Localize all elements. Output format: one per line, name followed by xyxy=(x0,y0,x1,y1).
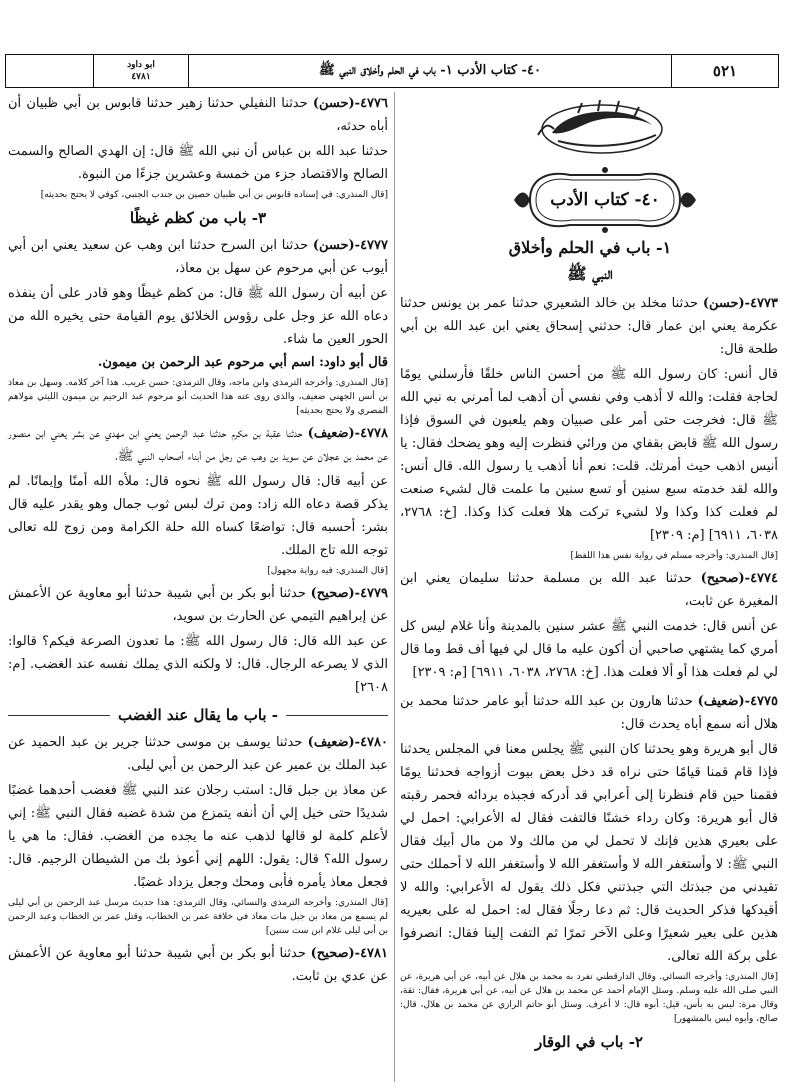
header-blank-cell xyxy=(6,55,98,87)
hadith-4774-text: عن أنس قال: خدمت النبي ﷺ عشر سنين بالمدينة وأنا غلام ليس كل أمري كما يشتهي صاحبي أن أكون عليه ما قال لي فيها أف قط وما قال لي لم فعلت هذا أو ألا فعلت هذا. [خ: ٢٧٦٨، ٦٠٣٨، ٦٩١١] [م: ٢٣٠٩] xyxy=(400,619,778,680)
book-title: ٤٠- كتاب الأدب xyxy=(550,190,660,210)
abu-dawud-remark: قال أبو داود: اسم أبي مرحوم عبد الرحمن بن ميمون. xyxy=(97,355,388,370)
hadith-4778-heading: ٤٧٧٨-(ضعيف) حدثنا عقبة بن مكرم حدثنا عبد الرحمن يعني ابن مهدي عن بشر يعني ابن منصور عن محمد بن عجلان عن سويد بن وهب عن رجل من أبناء أصحاب النبي ﷺ، xyxy=(8,426,388,464)
source-range: ٤٧٨١ xyxy=(131,72,151,82)
section-2-title: ٢- باب في الوقار xyxy=(535,1033,643,1051)
section-anger-title: - باب ما يقال عند الغضب xyxy=(8,703,388,727)
hadith-4776-heading: ٤٧٧٦-(حسن) حدثنا النفيلي حدثنا زهير حدثنا قابوس بن أبي ظبيان أن أباه حدثه، xyxy=(8,96,388,134)
section-3-title: ٣- باب من كظم غيظًا xyxy=(129,209,267,227)
left-column xyxy=(8,92,388,990)
hadith-4775-heading: ٤٧٧٥-(ضعيف) حدثنا هارون بن عبد الله حدثنا أبو عامر حدثنا محمد بن هلال أنه سمع أباه يحدث قال: xyxy=(400,694,778,732)
chapter-heading-line1: ١- باب في الحلم وأخلاق xyxy=(508,238,672,257)
hadith-4773-heading: ٤٧٧٣-(حسن) حدثنا مخلد بن خالد الشعيري حدثنا عمر بن يونس حدثنا عكرمة يعني ابن عمار قال: حدثني إسحاق يعني ابن عبد الله بن أبي طلحة قال: xyxy=(400,296,778,357)
basmala-calligraphy-icon xyxy=(518,95,686,157)
hadith-4774-heading: ٤٧٧٤-(صحيح) حدثنا عبد الله بن مسلمة حدثنا سليمان يعني ابن المغيرة عن ثابت، xyxy=(400,571,778,609)
hadith-4778-text: عن أبيه قال: قال رسول الله ﷺ نحوه قال: ملأه الله أمنًا وإيمانًا. لم يذكر قصة دعاه الله زاد: ومن ترك لبس ثوب جمال وهو يقدر عليه قال بشر: أحسبه قال: تواضعًا كساه الله حلة الكرامة ومن زوج لله تعالى توجه الله تاج الملك. xyxy=(8,474,388,558)
page-number: ٥٢١ xyxy=(671,55,778,87)
hadith-4777-note: [قال المنذري: وأخرجه الترمذي وابن ماجه، وقال الترمذي: حسن غريب. هذا آخر كلامه. وسهل بن معاذ بن أنس الجهني ضعيف، والذي روى عنه هذا الحديث أبو مرحوم عبد الرحيم بن ميمون الليثي مولاهم المصري ولا يحتج بحديثه] xyxy=(8,378,388,416)
hadith-4776-text: حدثنا عبد الله بن عباس أن نبي الله ﷺ قال: إن الهدي الصالح والسمت الصالح والاقتصاد جزء من خمسة وعشرين جزءًا من النبوة. xyxy=(8,144,388,182)
source-reference xyxy=(93,55,188,87)
hadith-4776-note: [قال المنذري: في إسناده قابوس بن أبي ظبيان حصين بن جندب الجنبي، كوفي لا يحتج بحديثه] xyxy=(40,190,388,200)
hadith-4779-heading: ٤٧٧٩-(صحيح) حدثنا أبو بكر بن أبي شيبة حدثنا أبو معاوية عن الأعمش عن إبراهيم التيمي عن الحارث بن سويد، xyxy=(8,586,388,624)
chapter-heading xyxy=(410,235,770,287)
hadith-4773-text: قال أنس: كان رسول الله ﷺ من أحسن الناس خلقًا فأرسلني يومًا لحاجة فقلت: والله لا أذهب وفي نفسي أن أذهب لما أمرني به نبي الله ﷺ قال: فخرجت حتى أمر على صبيان وهم يلعبون في السوق فإذا رسول الله ﷺ قابض بقفاي من ورائي فنظرت إليه وهو يضحك فقال: يا أنيس اذهب حيث أمرتك. قلت: نعم أنا أذهب يا رسول الله. قال أنس: والله لقد خدمته سبع سنين أو تسع سنين ما علمت قال لشيء صنعت لم فعلت كذا وكذا ولا لشيء تركت هلا فعلت كذا وكذا. [خ: ٢٧٦٨، ٦٠٣٨، ٦٩١١] [م: ٢٣٠٩] xyxy=(400,367,778,543)
hadith-4780-heading: ٤٧٨٠-(ضعيف) حدثنا يوسف بن موسى حدثنا جرير بن عبد الحميد عن عبد الملك بن عمير عن عبد الرحمن بن أبي ليلى. xyxy=(8,735,388,773)
book-title-ornament xyxy=(510,165,700,235)
column-divider xyxy=(394,92,395,1082)
hadith-4781-heading: ٤٧٨١-(صحيح) حدثنا أبو بكر بن أبي شيبة حدثنا أبو معاوية عن الأعمش عن عدي بن ثابت. xyxy=(8,946,388,984)
hadith-4779-text: عن عبد الله قال: قال رسول الله ﷺ: ما تعدون الصرعة فيكم؟ قالوا: الذي لا يصرعه الرجال. قال: لا ولكنه الذي يملك نفسه عند الغضب. [م: ٢٦٠٨] xyxy=(8,634,388,695)
hadith-4775-text: قال أبو هريرة وهو يحدثنا كان النبي ﷺ يجلس معنا في المجلس يحدثنا فإذا قام قمنا قيامًا حتى نراه قد دخل بعض بيوت أزواجه فحدثنا يومًا فقمنا حين قام فنظرنا إلى أعرابي قد أدركه فجبذه بردائه فحمر رقبته قال أبو هريرة: وكان رداء خشنًا فالتفت فقال له الأعرابي: احمل لي على بعيري هذين فإنك لا تحمل لي من مالك ولا من مال أبيك فقال النبي ﷺ: لا وأستغفر الله لا وأستغفر الله لا وأستغفر الله لا أحملك حتى تقيدني من جبذتك التي جبذتني فكل ذلك يقول له الأعرابي: والله لا أقيدكها فذكر الحديث قال: ثم دعا رجلًا فقال له: احمل له على بعيريه هذين على بعير شعيرًا وعلى الآخر تمرًا ثم التفت إلينا فقال: انصرفوا على بركة الله تعالى. xyxy=(400,742,778,964)
running-header xyxy=(5,54,779,88)
hadith-4780-note: [قال المنذري: وأخرجه الترمذي والنسائي، وقال الترمذي: هذا حديث مرسل عبد الرحمن بن أبي ليلى لم يسمع من معاذ بن جبل مات معاذ في خلافة عمر بن الخطاب، وقتل عمر بن الخطاب وعبد الرحمن بن أبي ليلى غلام ابن ست سنين] xyxy=(8,898,388,936)
running-title: ٤٠- كتاب الأدب ١- باب في الحلم وأخلاق النبي ﷺ xyxy=(188,55,671,87)
hadith-4775-note: [قال المنذري: وأخرجه النسائي. وقال الدارقطني تفرد به محمد بن هلال عن أبيه، عن أبي هريرة، عن النبي صلى الله عليه وسلم. وسئل الإمام أحمد عن محمد بن هلال عن أبيه، عن أبي هريرة، فقال: ثقة، وقال مرة: ليس به بأس، قيل: أبوه قال: لا أعرف. وسئل أبو حاتم الرازي عن محمد بن هلال، قال: صالح، وأبوه ليس بالمشهور] xyxy=(400,972,778,1024)
hadith-4778-note: [قال المنذري: فيه رواية مجهول] xyxy=(267,566,388,576)
source-name: ابو داود xyxy=(127,60,155,70)
chapter-heading-line2: النبي ﷺ xyxy=(567,264,613,283)
hadith-4780-text: عن معاذ بن جبل قال: استب رجلان عند النبي ﷺ فغضب أحدهما غضبًا شديدًا حتى خيل إلي أن أنفه يتمزع من شدة غضبه فقال النبي ﷺ: إني لأعلم كلمة لو قالها لذهب عنه ما يجده من الغضب. فقال: ما هي يا رسول الله؟ قال: يقول: اللهم إني أعوذ بك من الشيطان الرجيم. قال: فجعل معاذ يأمره فأبى ومحك وجعل يزداد غضبًا. xyxy=(8,783,388,890)
hadith-4773-note: [قال المنذري: وأخرجه مسلم في رواية نفس هذا اللفظ] xyxy=(570,551,778,561)
hadith-4777-heading: ٤٧٧٧-(حسن) حدثنا ابن السرح حدثنا ابن وهب عن سعيد يعني ابن أبي أيوب عن أبي مرحوم عن سهل بن معاذ، xyxy=(8,238,388,276)
right-column xyxy=(400,292,778,1058)
hadith-4777-text: عن أبيه أن رسول الله ﷺ قال: من كظم غيظًا وهو قادر على أن ينفذه دعاه الله عز وجل على رؤوس الخلائق يوم القيامة حتى يخيره الله من الحور العين ما شاء. xyxy=(8,286,388,347)
